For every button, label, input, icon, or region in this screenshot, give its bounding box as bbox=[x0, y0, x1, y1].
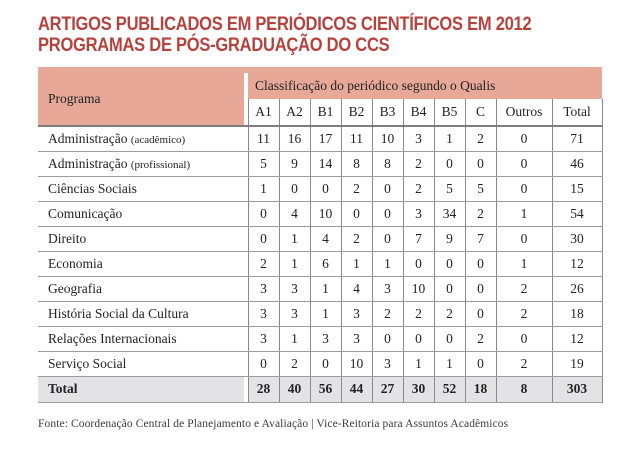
value-cell: 3 bbox=[279, 276, 310, 301]
value-cell: 1 bbox=[434, 126, 465, 151]
value-cell: 2 bbox=[496, 301, 552, 326]
source-note: Fonte: Coordenação Central de Planejamento e Avaliação | Vice-Reitoria para Assuntos Acadêmicos bbox=[38, 417, 509, 430]
value-cell: 19 bbox=[552, 351, 602, 376]
value-cell: 1 bbox=[496, 201, 552, 226]
value-cell: 0 bbox=[465, 276, 496, 301]
value-cell: 5 bbox=[434, 176, 465, 201]
value-cell: 0 bbox=[496, 326, 552, 351]
value-cell: 7 bbox=[403, 226, 434, 251]
qualis-group-header: Classificação do periódico segundo o Qualis bbox=[248, 73, 602, 99]
value-cell: 54 bbox=[552, 201, 602, 226]
value-cell: 1 bbox=[248, 176, 279, 201]
value-cell: 15 bbox=[552, 176, 602, 201]
column-header-a2: A2 bbox=[279, 99, 310, 126]
value-cell: 0 bbox=[465, 251, 496, 276]
value-cell: 3 bbox=[310, 326, 341, 351]
value-cell: 0 bbox=[465, 151, 496, 176]
table-row bbox=[38, 176, 602, 201]
value-cell: 3 bbox=[372, 351, 403, 376]
column-header-b1: B1 bbox=[310, 99, 341, 126]
group-header-row bbox=[38, 73, 602, 99]
value-cell: 2 bbox=[465, 126, 496, 151]
value-cell: 0 bbox=[248, 351, 279, 376]
value-cell: 44 bbox=[341, 376, 372, 402]
value-cell: 0 bbox=[496, 176, 552, 201]
value-cell: 14 bbox=[310, 151, 341, 176]
value-cell: 0 bbox=[496, 126, 552, 151]
value-cell: 10 bbox=[310, 201, 341, 226]
value-cell: 2 bbox=[465, 201, 496, 226]
value-cell: 3 bbox=[279, 301, 310, 326]
value-cell: 0 bbox=[372, 326, 403, 351]
program-label bbox=[38, 326, 244, 351]
value-cell: 26 bbox=[552, 276, 602, 301]
value-cell: 0 bbox=[279, 176, 310, 201]
value-cell: 3 bbox=[341, 301, 372, 326]
value-cell: 1 bbox=[434, 351, 465, 376]
value-cell: 2 bbox=[496, 276, 552, 301]
value-cell: 3 bbox=[248, 326, 279, 351]
value-cell: 4 bbox=[341, 276, 372, 301]
value-cell: 0 bbox=[496, 226, 552, 251]
value-cell: 0 bbox=[372, 201, 403, 226]
value-cell: 0 bbox=[248, 226, 279, 251]
program-label bbox=[38, 126, 244, 151]
program-label bbox=[38, 276, 244, 301]
value-cell: 0 bbox=[403, 251, 434, 276]
value-cell: 1 bbox=[279, 251, 310, 276]
program-label bbox=[38, 226, 244, 251]
value-cell: 4 bbox=[310, 226, 341, 251]
program-label bbox=[38, 351, 244, 376]
value-cell: 18 bbox=[465, 376, 496, 402]
table-row bbox=[38, 301, 602, 326]
value-cell: 7 bbox=[465, 226, 496, 251]
value-cell: 2 bbox=[341, 176, 372, 201]
value-cell: 2 bbox=[403, 176, 434, 201]
value-cell: 12 bbox=[552, 251, 602, 276]
value-cell: 3 bbox=[403, 201, 434, 226]
program-name-suffix: (profissional) bbox=[130, 158, 191, 171]
column-header-c: C bbox=[465, 99, 496, 126]
table-row bbox=[38, 151, 602, 176]
value-cell: 3 bbox=[341, 326, 372, 351]
value-cell: 0 bbox=[341, 201, 372, 226]
value-cell: 2 bbox=[465, 326, 496, 351]
value-cell: 0 bbox=[434, 251, 465, 276]
page-title bbox=[38, 14, 562, 56]
program-name: História Social da Cultura bbox=[48, 305, 189, 321]
value-cell: 71 bbox=[552, 126, 602, 151]
value-cell: 303 bbox=[552, 376, 602, 402]
value-cell: 2 bbox=[403, 151, 434, 176]
program-name: Serviço Social bbox=[48, 355, 127, 371]
value-cell: 2 bbox=[403, 301, 434, 326]
value-cell: 0 bbox=[310, 351, 341, 376]
value-cell: 0 bbox=[310, 176, 341, 201]
column-header-total: Total bbox=[552, 99, 602, 126]
column-header-b4: B4 bbox=[403, 99, 434, 126]
table-row bbox=[38, 276, 602, 301]
program-name: Relações Internacionais bbox=[48, 330, 177, 346]
total-label bbox=[38, 376, 244, 402]
value-cell: 3 bbox=[403, 126, 434, 151]
program-name: Economia bbox=[48, 255, 103, 271]
value-cell: 2 bbox=[372, 301, 403, 326]
value-cell: 28 bbox=[248, 376, 279, 402]
page-title-line1: ARTIGOS PUBLICADOS EM PERIÓDICOS CIENTÍFICOS EM 2012 bbox=[38, 14, 532, 35]
program-label bbox=[38, 176, 244, 201]
table-row bbox=[38, 251, 602, 276]
table-row bbox=[38, 126, 602, 151]
value-cell: 0 bbox=[403, 326, 434, 351]
column-header-a1: A1 bbox=[248, 99, 279, 126]
column-header-b5: B5 bbox=[434, 99, 465, 126]
value-cell: 1 bbox=[496, 251, 552, 276]
value-cell: 10 bbox=[403, 276, 434, 301]
value-cell: 16 bbox=[279, 126, 310, 151]
value-cell: 56 bbox=[310, 376, 341, 402]
value-cell: 5 bbox=[465, 176, 496, 201]
qualis-publications-table bbox=[38, 67, 603, 403]
value-cell: 1 bbox=[310, 301, 341, 326]
value-cell: 0 bbox=[434, 326, 465, 351]
total-row bbox=[38, 376, 602, 402]
value-cell: 0 bbox=[434, 151, 465, 176]
value-cell: 0 bbox=[465, 301, 496, 326]
program-name-suffix: (acadêmico) bbox=[130, 133, 186, 146]
table-row bbox=[38, 201, 602, 226]
program-name: Geografia bbox=[48, 280, 102, 296]
value-cell: 4 bbox=[279, 201, 310, 226]
value-cell: 2 bbox=[248, 251, 279, 276]
value-cell: 8 bbox=[496, 376, 552, 402]
program-name: Direito bbox=[48, 230, 87, 246]
column-header-b3: B3 bbox=[372, 99, 403, 126]
value-cell: 2 bbox=[496, 351, 552, 376]
value-cell: 9 bbox=[434, 226, 465, 251]
value-cell: 30 bbox=[403, 376, 434, 402]
value-cell: 8 bbox=[372, 151, 403, 176]
value-cell: 40 bbox=[279, 376, 310, 402]
value-cell: 30 bbox=[552, 226, 602, 251]
value-cell: 12 bbox=[552, 326, 602, 351]
value-cell: 2 bbox=[279, 351, 310, 376]
value-cell: 3 bbox=[248, 301, 279, 326]
program-name: Comunicação bbox=[48, 205, 123, 221]
program-label bbox=[38, 301, 244, 326]
value-cell: 3 bbox=[372, 276, 403, 301]
program-name: Total bbox=[48, 381, 78, 396]
value-cell: 0 bbox=[372, 176, 403, 201]
value-cell: 1 bbox=[403, 351, 434, 376]
column-header-b2: B2 bbox=[341, 99, 372, 126]
value-cell: 0 bbox=[496, 151, 552, 176]
value-cell: 52 bbox=[434, 376, 465, 402]
table-row bbox=[38, 326, 602, 351]
value-cell: 1 bbox=[279, 326, 310, 351]
value-cell: 1 bbox=[341, 251, 372, 276]
table-row bbox=[38, 351, 602, 376]
value-cell: 0 bbox=[434, 276, 465, 301]
value-cell: 9 bbox=[279, 151, 310, 176]
value-cell: 18 bbox=[552, 301, 602, 326]
program-column-header: Programa bbox=[38, 73, 244, 126]
value-cell: 0 bbox=[465, 351, 496, 376]
value-cell: 2 bbox=[341, 226, 372, 251]
value-cell: 8 bbox=[341, 151, 372, 176]
value-cell: 11 bbox=[248, 126, 279, 151]
value-cell: 6 bbox=[310, 251, 341, 276]
value-cell: 46 bbox=[552, 151, 602, 176]
page-title-line2: PROGRAMAS DE PÓS-GRADUAÇÃO DO CCS bbox=[38, 35, 390, 56]
value-cell: 1 bbox=[279, 226, 310, 251]
value-cell: 10 bbox=[372, 126, 403, 151]
value-cell: 0 bbox=[248, 201, 279, 226]
column-header-outros: Outros bbox=[496, 99, 552, 126]
value-cell: 2 bbox=[434, 301, 465, 326]
value-cell: 3 bbox=[248, 276, 279, 301]
value-cell: 34 bbox=[434, 201, 465, 226]
program-label bbox=[38, 201, 244, 226]
table-row bbox=[38, 226, 602, 251]
program-name: Ciências Sociais bbox=[48, 180, 137, 196]
program-name: Administração bbox=[48, 130, 128, 146]
program-label bbox=[38, 151, 244, 176]
program-name: Administração bbox=[48, 155, 128, 171]
value-cell: 1 bbox=[372, 251, 403, 276]
value-cell: 0 bbox=[372, 226, 403, 251]
value-cell: 11 bbox=[341, 126, 372, 151]
value-cell: 10 bbox=[341, 351, 372, 376]
value-cell: 1 bbox=[310, 276, 341, 301]
value-cell: 27 bbox=[372, 376, 403, 402]
program-label bbox=[38, 251, 244, 276]
value-cell: 17 bbox=[310, 126, 341, 151]
value-cell: 5 bbox=[248, 151, 279, 176]
